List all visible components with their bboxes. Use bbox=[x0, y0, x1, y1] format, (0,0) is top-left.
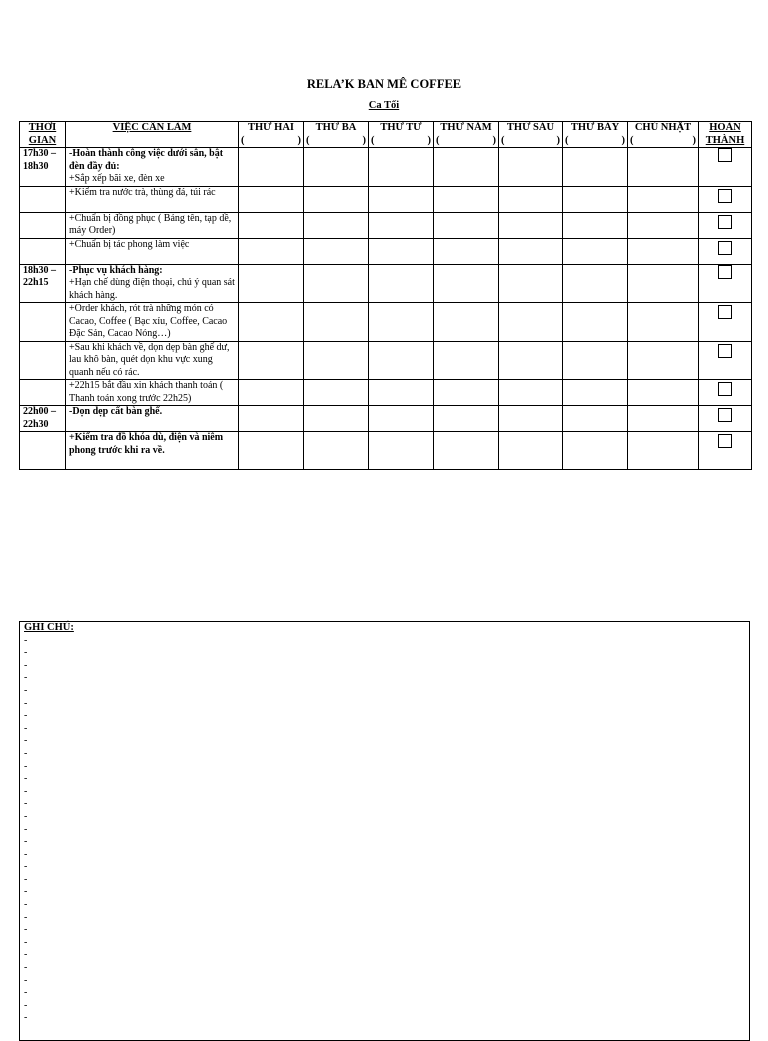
header-day bbox=[369, 122, 434, 148]
header-day bbox=[499, 122, 563, 148]
note-line[interactable]: - bbox=[24, 823, 28, 835]
note-line[interactable]: - bbox=[24, 659, 28, 671]
day-cell[interactable] bbox=[434, 212, 499, 238]
paren-close: ) bbox=[556, 134, 560, 146]
day-cell[interactable] bbox=[563, 238, 628, 264]
header-day bbox=[239, 122, 304, 148]
note-line[interactable]: - bbox=[24, 861, 28, 873]
day-cell[interactable] bbox=[628, 303, 699, 342]
time-cell bbox=[20, 303, 66, 342]
task-cell bbox=[66, 432, 239, 470]
day-cell[interactable] bbox=[239, 341, 304, 380]
done-cell bbox=[699, 148, 752, 187]
day-cell[interactable] bbox=[304, 432, 369, 470]
paren-open: ( bbox=[306, 134, 310, 146]
table-row bbox=[20, 264, 752, 303]
day-cell[interactable] bbox=[304, 264, 369, 303]
paren-close: ) bbox=[362, 134, 366, 146]
time-cell bbox=[20, 380, 66, 406]
note-line[interactable]: - bbox=[24, 634, 28, 646]
day-cell[interactable] bbox=[628, 432, 699, 470]
task-cell bbox=[66, 303, 239, 342]
shift-subtitle: Ca Tối bbox=[368, 100, 400, 111]
note-line[interactable]: - bbox=[24, 873, 28, 885]
day-cell[interactable] bbox=[563, 212, 628, 238]
day-cell[interactable] bbox=[304, 186, 369, 212]
table-row bbox=[20, 341, 752, 380]
day-cell[interactable] bbox=[563, 264, 628, 303]
header-day bbox=[563, 122, 628, 148]
day-cell[interactable] bbox=[563, 148, 628, 187]
time-cell bbox=[20, 186, 66, 212]
note-line[interactable]: - bbox=[24, 936, 28, 948]
done-cell bbox=[699, 238, 752, 264]
note-line[interactable]: - bbox=[24, 773, 28, 785]
day-cell[interactable] bbox=[239, 432, 304, 470]
day-cell[interactable] bbox=[499, 238, 563, 264]
day-cell[interactable] bbox=[563, 303, 628, 342]
note-line[interactable]: - bbox=[24, 848, 28, 860]
day-cell[interactable] bbox=[499, 212, 563, 238]
paren-open: ( bbox=[630, 134, 634, 146]
document-title: RELA’K BAN MÊ COFFEE bbox=[306, 77, 462, 91]
done-cell bbox=[699, 186, 752, 212]
task-text: -Dọn dẹp cất bàn ghế. bbox=[69, 406, 163, 417]
checkbox-icon[interactable] bbox=[718, 344, 732, 358]
note-line[interactable]: - bbox=[24, 684, 28, 696]
table-row bbox=[20, 380, 752, 406]
task-cell bbox=[66, 186, 239, 212]
day-cell[interactable] bbox=[434, 406, 499, 432]
note-line[interactable]: - bbox=[24, 647, 28, 659]
day-name: THỨ SÁU bbox=[506, 122, 555, 133]
time-cell bbox=[20, 341, 66, 380]
day-cell[interactable] bbox=[434, 380, 499, 406]
task-text: +Hạn chế dùng điện thoại, chú ý quan sát khách hàng. bbox=[69, 277, 235, 301]
day-name: THỨ TƯ bbox=[380, 122, 422, 133]
task-cell bbox=[66, 148, 239, 187]
day-name: THỨ BẢY bbox=[570, 122, 620, 133]
paren-open: ( bbox=[501, 134, 505, 146]
task-heading: -Phục vụ khách hàng: bbox=[69, 264, 163, 276]
note-line[interactable]: - bbox=[24, 672, 28, 684]
day-cell[interactable] bbox=[499, 432, 563, 470]
day-cell[interactable] bbox=[434, 341, 499, 380]
task-cell bbox=[66, 238, 239, 264]
day-cell[interactable] bbox=[434, 148, 499, 187]
notes-lines bbox=[24, 635, 745, 1025]
paren-close: ) bbox=[427, 134, 431, 146]
day-cell[interactable] bbox=[369, 212, 434, 238]
day-name: THỨ NĂM bbox=[440, 122, 492, 133]
task-text: +Kiểm tra nước trà, thùng đá, túi rác bbox=[69, 186, 216, 198]
schedule-table bbox=[19, 121, 752, 470]
table-row bbox=[20, 303, 752, 342]
note-line[interactable]: - bbox=[24, 836, 28, 848]
day-cell[interactable] bbox=[499, 186, 563, 212]
task-text: +Sắp xếp bãi xe, đèn xe bbox=[69, 173, 165, 184]
task-cell bbox=[66, 406, 239, 432]
day-cell[interactable] bbox=[628, 341, 699, 380]
day-cell[interactable] bbox=[628, 238, 699, 264]
done-cell bbox=[699, 406, 752, 432]
table-row bbox=[20, 238, 752, 264]
task-text: +Kiểm tra đồ khóa dù, điện và niêm phong trước khi ra về. bbox=[69, 432, 224, 456]
day-cell[interactable] bbox=[239, 303, 304, 342]
day-cell[interactable] bbox=[499, 148, 563, 187]
note-line[interactable]: - bbox=[24, 760, 28, 772]
day-cell[interactable] bbox=[434, 264, 499, 303]
time-cell bbox=[20, 212, 66, 238]
day-cell[interactable] bbox=[369, 186, 434, 212]
day-cell[interactable] bbox=[239, 238, 304, 264]
day-name: CHỦ NHẬT bbox=[634, 122, 692, 133]
day-cell[interactable] bbox=[628, 186, 699, 212]
day-cell[interactable] bbox=[499, 380, 563, 406]
day-cell[interactable] bbox=[628, 212, 699, 238]
day-date-blank[interactable] bbox=[306, 135, 366, 148]
note-line[interactable]: - bbox=[24, 697, 28, 709]
done-cell bbox=[699, 432, 752, 470]
day-date-blank[interactable] bbox=[436, 135, 496, 148]
day-cell[interactable] bbox=[304, 212, 369, 238]
day-cell[interactable] bbox=[563, 380, 628, 406]
task-cell bbox=[66, 380, 239, 406]
task-text: +Order khách, rót trà những món có Cacao, Coffee ( Bạc xỉu, Coffee, Cacao Đặc Sản, Cacao Nóng…) bbox=[69, 303, 228, 339]
header-day bbox=[304, 122, 369, 148]
note-line[interactable]: - bbox=[24, 747, 28, 759]
note-line[interactable]: - bbox=[24, 735, 28, 747]
checkbox-icon[interactable] bbox=[718, 215, 732, 229]
note-line[interactable]: - bbox=[24, 924, 28, 936]
day-cell[interactable] bbox=[563, 186, 628, 212]
header-done: HOÀN THÀNH bbox=[699, 122, 752, 148]
done-cell bbox=[699, 303, 752, 342]
table-row bbox=[20, 432, 752, 470]
task-text: +Chuẩn bị đồng phục ( Bảng tên, tạp dề, máy Order) bbox=[69, 212, 232, 236]
table-row bbox=[20, 148, 752, 187]
paren-close: ) bbox=[492, 134, 496, 146]
table-row bbox=[20, 406, 752, 432]
day-cell[interactable] bbox=[499, 264, 563, 303]
notes-title: GHI CHÚ: bbox=[24, 622, 74, 633]
task-text: +Sau khi khách về, dọn dẹp bàn ghế dư, lau khô bàn, quét dọn khu vực xung quanh nếu có rác. bbox=[69, 341, 230, 378]
note-line[interactable]: - bbox=[24, 962, 28, 974]
day-cell[interactable] bbox=[369, 341, 434, 380]
day-cell[interactable] bbox=[563, 341, 628, 380]
day-cell[interactable] bbox=[434, 303, 499, 342]
note-line[interactable]: - bbox=[24, 785, 28, 797]
checkbox-icon[interactable] bbox=[718, 382, 732, 396]
note-line[interactable]: - bbox=[24, 949, 28, 961]
day-cell[interactable] bbox=[304, 148, 369, 187]
note-line[interactable]: - bbox=[24, 798, 28, 810]
day-cell[interactable] bbox=[369, 238, 434, 264]
day-cell[interactable] bbox=[239, 186, 304, 212]
day-date-blank[interactable] bbox=[501, 135, 560, 148]
paren-open: ( bbox=[241, 134, 245, 146]
header-task: VIỆC CẦN LÀM bbox=[66, 122, 239, 148]
day-cell[interactable] bbox=[239, 264, 304, 303]
header-row bbox=[20, 122, 752, 148]
day-cell[interactable] bbox=[628, 264, 699, 303]
day-cell[interactable] bbox=[563, 406, 628, 432]
schedule-body bbox=[20, 148, 752, 470]
time-cell bbox=[20, 432, 66, 470]
time-cell: 17h30 – 18h30 bbox=[20, 148, 66, 187]
paren-open: ( bbox=[371, 134, 375, 146]
day-cell[interactable] bbox=[304, 406, 369, 432]
day-date-blank[interactable] bbox=[630, 135, 696, 148]
note-line[interactable]: - bbox=[24, 899, 28, 911]
note-line[interactable]: - bbox=[24, 722, 28, 734]
task-cell bbox=[66, 212, 239, 238]
day-cell[interactable] bbox=[304, 238, 369, 264]
day-date-blank[interactable] bbox=[241, 135, 301, 148]
paren-close: ) bbox=[621, 134, 625, 146]
checkbox-icon[interactable] bbox=[718, 265, 732, 279]
day-cell[interactable] bbox=[499, 341, 563, 380]
day-name: THỨ HAI bbox=[248, 122, 294, 133]
day-cell[interactable] bbox=[628, 380, 699, 406]
checkbox-icon[interactable] bbox=[718, 434, 732, 448]
day-cell[interactable] bbox=[304, 380, 369, 406]
day-cell[interactable] bbox=[434, 186, 499, 212]
note-line[interactable]: - bbox=[24, 974, 28, 986]
time-cell bbox=[20, 238, 66, 264]
checkbox-icon[interactable] bbox=[718, 408, 732, 422]
task-cell bbox=[66, 341, 239, 380]
day-cell[interactable] bbox=[434, 238, 499, 264]
day-cell[interactable] bbox=[239, 148, 304, 187]
day-cell[interactable] bbox=[304, 303, 369, 342]
time-cell: 18h30 – 22h15 bbox=[20, 264, 66, 303]
done-cell bbox=[699, 264, 752, 303]
paren-open: ( bbox=[436, 134, 440, 146]
day-cell[interactable] bbox=[369, 432, 434, 470]
note-line[interactable]: - bbox=[24, 886, 28, 898]
checkbox-icon[interactable] bbox=[718, 241, 732, 255]
day-cell[interactable] bbox=[239, 406, 304, 432]
done-cell bbox=[699, 380, 752, 406]
checkbox-icon[interactable] bbox=[718, 148, 732, 162]
table-row bbox=[20, 186, 752, 212]
header-time: THỜI GIAN bbox=[20, 122, 66, 148]
day-date-blank[interactable] bbox=[565, 135, 625, 148]
day-cell[interactable] bbox=[369, 303, 434, 342]
checkbox-icon[interactable] bbox=[718, 189, 732, 203]
note-line[interactable]: - bbox=[24, 987, 28, 999]
task-text: +22h15 bắt đầu xin khách thanh toán ( Thanh toán xong trước 22h25) bbox=[69, 380, 224, 404]
note-line[interactable]: - bbox=[24, 911, 28, 923]
time-cell: 22h00 – 22h30 bbox=[20, 406, 66, 432]
done-cell bbox=[699, 212, 752, 238]
note-line[interactable]: - bbox=[24, 999, 28, 1011]
day-cell[interactable] bbox=[239, 380, 304, 406]
task-cell bbox=[66, 264, 239, 303]
day-date-blank[interactable] bbox=[371, 135, 431, 148]
day-cell[interactable] bbox=[369, 148, 434, 187]
note-line[interactable]: - bbox=[24, 710, 28, 722]
day-cell[interactable] bbox=[369, 380, 434, 406]
checkbox-icon[interactable] bbox=[718, 305, 732, 319]
notes-box bbox=[19, 621, 750, 1041]
paren-close: ) bbox=[692, 134, 696, 146]
day-cell[interactable] bbox=[304, 341, 369, 380]
table-row bbox=[20, 212, 752, 238]
header-day bbox=[628, 122, 699, 148]
day-cell[interactable] bbox=[628, 406, 699, 432]
note-line[interactable]: - bbox=[24, 810, 28, 822]
header-day bbox=[434, 122, 499, 148]
day-cell[interactable] bbox=[563, 432, 628, 470]
task-text: +Chuẩn bị tác phong làm việc bbox=[69, 238, 190, 250]
day-cell[interactable] bbox=[434, 432, 499, 470]
day-cell[interactable] bbox=[499, 406, 563, 432]
note-line[interactable]: - bbox=[24, 1012, 28, 1024]
task-heading: -Hoàn thành công việc dưới sân, bật đèn đầy đủ: bbox=[69, 148, 224, 172]
done-cell bbox=[699, 341, 752, 380]
day-cell[interactable] bbox=[369, 264, 434, 303]
day-name: THỨ BA bbox=[315, 122, 357, 133]
day-cell[interactable] bbox=[239, 212, 304, 238]
paren-close: ) bbox=[297, 134, 301, 146]
day-cell[interactable] bbox=[369, 406, 434, 432]
day-cell[interactable] bbox=[499, 303, 563, 342]
day-cell[interactable] bbox=[628, 148, 699, 187]
paren-open: ( bbox=[565, 134, 569, 146]
